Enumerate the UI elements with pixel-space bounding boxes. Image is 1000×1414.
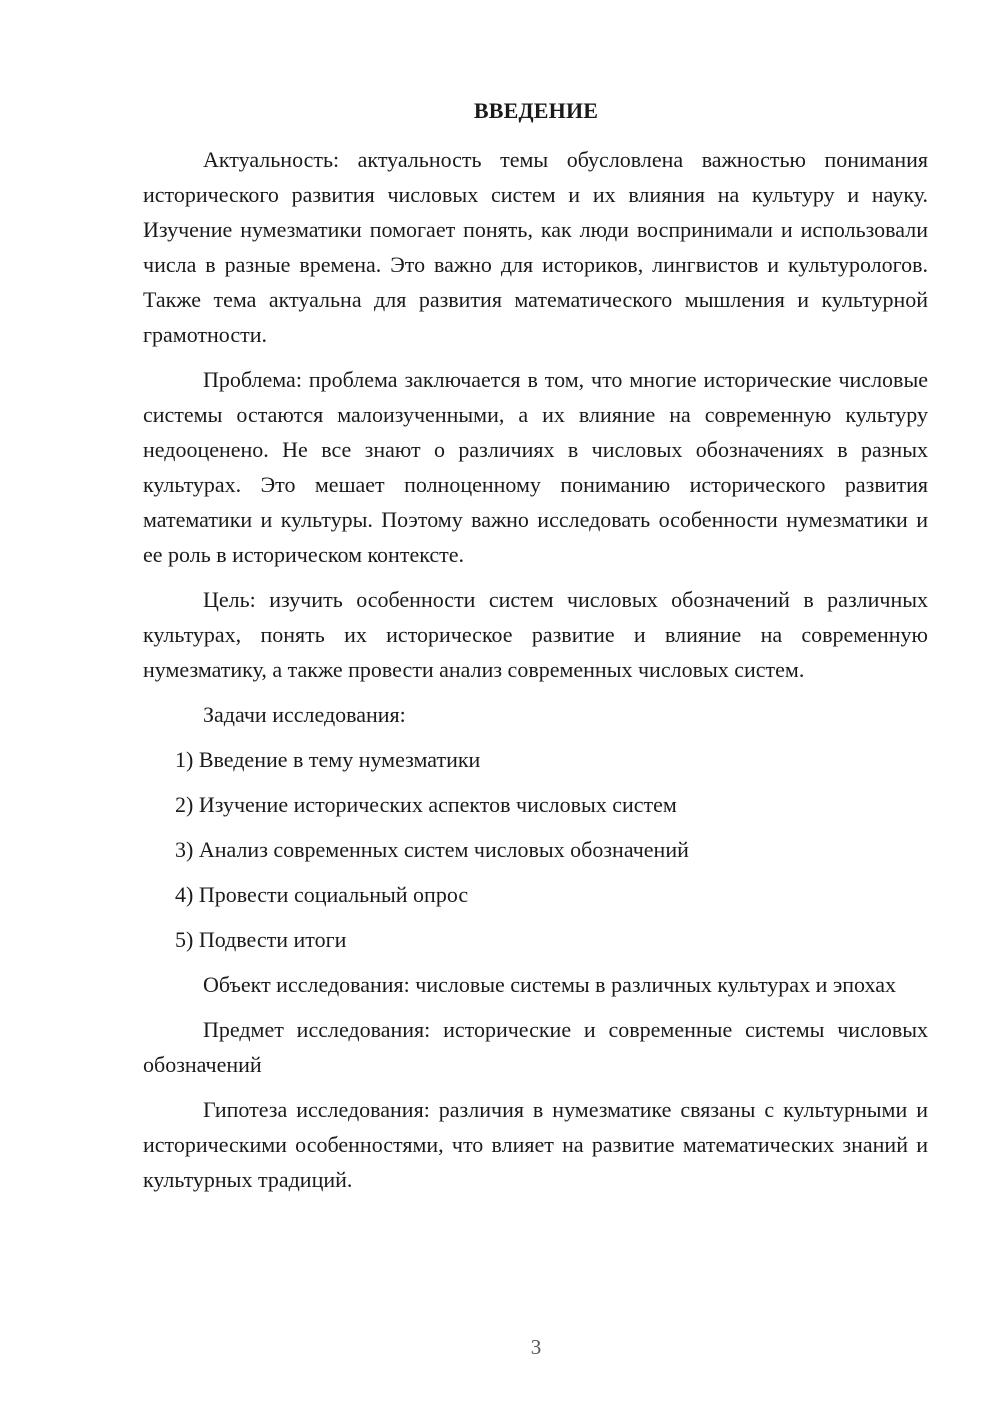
problem-paragraph: Проблема: проблема заключается в том, что многие исторические числовые системы остаются малоизученными, а их влияние на современную культуру недооценено. Не все знают о различиях в числовых обозначениях в разных культурах. Это мешает полноценному пониманию исторического развития математики и культуры. Поэтому важно исследовать особенности нумезматики и ее роль в историческом контексте. — [143, 367, 928, 567]
subject-paragraph: Предмет исследования: исторические и современные системы числовых обозначений — [143, 1017, 928, 1077]
task-item-1: 1) Введение в тему нумезматики — [175, 747, 481, 772]
object-paragraph: Объект исследования: числовые системы в различных культурах и эпохах — [203, 972, 896, 997]
task-item-4: 4) Провести социальный опрос — [175, 882, 469, 907]
page-number: 3 — [530, 1335, 542, 1359]
task-item-2: 2) Изучение исторических аспектов числовых систем — [175, 792, 677, 817]
relevance-paragraph: Актуальность: актуальность темы обусловлена важностью понимания исторического развития числовых систем и их влияния на культуру и науку. Изучение нумезматики помогает понять, как люди воспринимали и использовали числа в разные времена. Это важно для историков, лингвистов и культурологов. Также тема актуальна для развития математического мышления и культурной грамотности. — [143, 147, 928, 347]
section-body — [143, 142, 928, 1207]
tasks-heading: Задачи исследования: — [203, 702, 406, 727]
section-title: ВВЕДЕНИЕ — [473, 98, 599, 123]
goal-paragraph: Цель: изучить особенности систем числовых обозначений в различных культурах, понять их историческое развитие и влияние на современную нумезматику, а также провести анализ современных числовых систем. — [143, 587, 928, 682]
hypothesis-paragraph: Гипотеза исследования: различия в нумезматике связаны с культурными и историческими особенностями, что влияет на развитие математических знаний и культурных традиций. — [143, 1097, 928, 1192]
tasks-list — [143, 742, 928, 957]
task-item-5: 5) Подвести итоги — [175, 927, 347, 952]
task-item-3: 3) Анализ современных систем числовых обозначений — [175, 837, 689, 862]
